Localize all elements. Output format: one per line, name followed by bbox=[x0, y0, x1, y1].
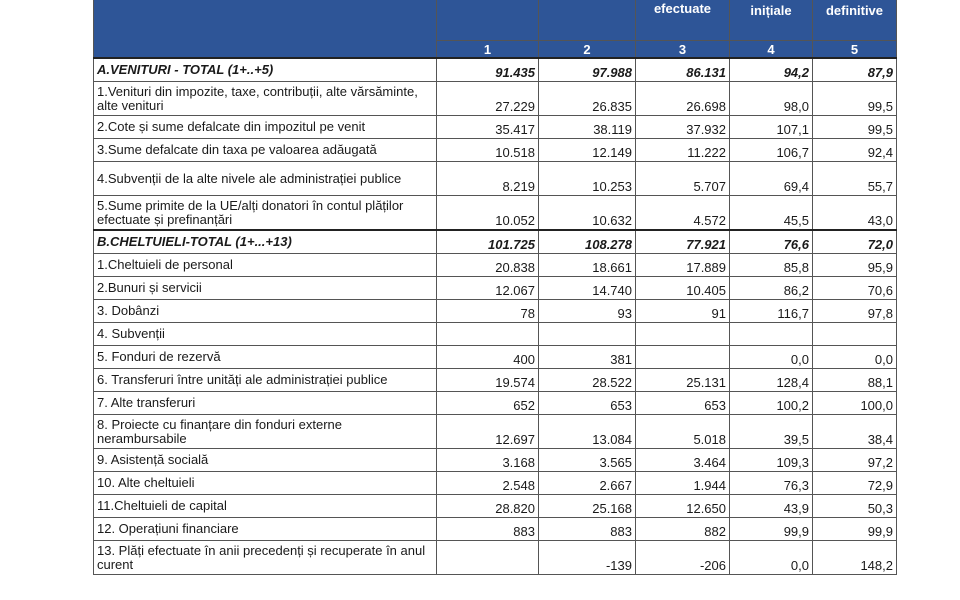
row-label: 12. Operațiuni financiare bbox=[94, 518, 437, 541]
cell-col-1 bbox=[437, 541, 539, 575]
header-col-5 bbox=[813, 0, 897, 41]
table-row bbox=[94, 541, 897, 575]
header-label-column bbox=[94, 0, 437, 58]
header-col-4 bbox=[730, 0, 813, 41]
cell-col-5: 148,2 bbox=[813, 541, 897, 575]
cell-col-1: 27.229 bbox=[437, 82, 539, 116]
cell-col-4: 109,3 bbox=[730, 449, 813, 472]
row-label: 13. Plăți efectuate în anii precedenți și recuperate în anul curent bbox=[94, 541, 437, 575]
table-row bbox=[94, 323, 897, 346]
row-label: 5. Fonduri de rezervă bbox=[94, 346, 437, 369]
table-row bbox=[94, 162, 897, 196]
row-label: 6. Transferuri între unități ale administrației publice bbox=[94, 369, 437, 392]
header-num-5: 5 bbox=[813, 41, 897, 59]
row-label: B.CHELTUIELI-TOTAL (1+...+13) bbox=[94, 230, 437, 254]
cell-col-4: 76,6 bbox=[730, 230, 813, 254]
cell-col-4: 39,5 bbox=[730, 415, 813, 449]
cell-col-2: 25.168 bbox=[539, 495, 636, 518]
table-row bbox=[94, 392, 897, 415]
cell-col-1: 652 bbox=[437, 392, 539, 415]
cell-col-1: 8.219 bbox=[437, 162, 539, 196]
row-label: 1.Venituri din impozite, taxe, contribuții, alte vărsăminte, alte venituri bbox=[94, 82, 437, 116]
header-num-4: 4 bbox=[730, 41, 813, 59]
cell-col-5: 0,0 bbox=[813, 346, 897, 369]
cell-col-2: 14.740 bbox=[539, 277, 636, 300]
cell-col-3: 86.131 bbox=[636, 58, 730, 82]
table-row bbox=[94, 300, 897, 323]
cell-col-1: 35.417 bbox=[437, 116, 539, 139]
cell-col-4: 45,5 bbox=[730, 196, 813, 231]
header-col-4-label: inițiale bbox=[750, 3, 792, 18]
cell-col-3: 882 bbox=[636, 518, 730, 541]
cell-col-3 bbox=[636, 323, 730, 346]
cell-col-5: 50,3 bbox=[813, 495, 897, 518]
cell-col-3: 26.698 bbox=[636, 82, 730, 116]
cell-col-3: 37.932 bbox=[636, 116, 730, 139]
cell-col-2: 108.278 bbox=[539, 230, 636, 254]
cell-col-4: 0,0 bbox=[730, 541, 813, 575]
row-label: 2.Bunuri și servicii bbox=[94, 277, 437, 300]
table-row bbox=[94, 346, 897, 369]
cell-col-3: 10.405 bbox=[636, 277, 730, 300]
cell-col-3: 4.572 bbox=[636, 196, 730, 231]
table-row-venituri-total bbox=[94, 58, 897, 82]
cell-col-5: 70,6 bbox=[813, 277, 897, 300]
cell-col-5: 99,5 bbox=[813, 82, 897, 116]
cell-col-2: 381 bbox=[539, 346, 636, 369]
cell-col-2: 883 bbox=[539, 518, 636, 541]
cell-col-2: 97.988 bbox=[539, 58, 636, 82]
table-row bbox=[94, 82, 897, 116]
cell-col-3: 91 bbox=[636, 300, 730, 323]
row-label: A.VENITURI - TOTAL (1+..+5) bbox=[94, 58, 437, 82]
cell-col-4: 0,0 bbox=[730, 346, 813, 369]
table-row bbox=[94, 369, 897, 392]
cell-col-2: 18.661 bbox=[539, 254, 636, 277]
cell-col-5: 88,1 bbox=[813, 369, 897, 392]
row-label: 7. Alte transferuri bbox=[94, 392, 437, 415]
cell-col-5: 99,9 bbox=[813, 518, 897, 541]
cell-col-3: 77.921 bbox=[636, 230, 730, 254]
cell-col-1: 28.820 bbox=[437, 495, 539, 518]
table-row bbox=[94, 518, 897, 541]
table-row bbox=[94, 449, 897, 472]
cell-col-3: 5.018 bbox=[636, 415, 730, 449]
cell-col-5: 38,4 bbox=[813, 415, 897, 449]
cell-col-3: 5.707 bbox=[636, 162, 730, 196]
cell-col-2: 26.835 bbox=[539, 82, 636, 116]
table-header bbox=[94, 0, 897, 58]
cell-col-1: 12.067 bbox=[437, 277, 539, 300]
table-row bbox=[94, 196, 897, 231]
header-num-3: 3 bbox=[636, 41, 730, 59]
cell-col-1: 78 bbox=[437, 300, 539, 323]
cell-col-2: 12.149 bbox=[539, 139, 636, 162]
table-row bbox=[94, 139, 897, 162]
cell-col-4: 94,2 bbox=[730, 58, 813, 82]
cell-col-4: 85,8 bbox=[730, 254, 813, 277]
cell-col-5: 92,4 bbox=[813, 139, 897, 162]
cell-col-4: 128,4 bbox=[730, 369, 813, 392]
cell-col-2: 93 bbox=[539, 300, 636, 323]
cell-col-1: 12.697 bbox=[437, 415, 539, 449]
cell-col-1: 19.574 bbox=[437, 369, 539, 392]
cell-col-1: 91.435 bbox=[437, 58, 539, 82]
cell-col-5: 43,0 bbox=[813, 196, 897, 231]
cell-col-1: 400 bbox=[437, 346, 539, 369]
header-num-2: 2 bbox=[539, 41, 636, 59]
cell-col-4: 106,7 bbox=[730, 139, 813, 162]
table-row bbox=[94, 277, 897, 300]
cell-col-3: 653 bbox=[636, 392, 730, 415]
table-row bbox=[94, 116, 897, 139]
table-row bbox=[94, 495, 897, 518]
row-label: 1.Cheltuieli de personal bbox=[94, 254, 437, 277]
cell-col-2: 653 bbox=[539, 392, 636, 415]
row-label: 4. Subvenții bbox=[94, 323, 437, 346]
header-col-2 bbox=[539, 0, 636, 41]
budget-execution-table bbox=[93, 0, 897, 575]
cell-col-5: 95,9 bbox=[813, 254, 897, 277]
cell-col-2: 13.084 bbox=[539, 415, 636, 449]
header-col-3-label: efectuate bbox=[653, 1, 712, 16]
cell-col-2: -139 bbox=[539, 541, 636, 575]
cell-col-1: 10.052 bbox=[437, 196, 539, 231]
row-label: 3.Sume defalcate din taxa pe valoarea adăugată bbox=[94, 139, 437, 162]
table-row bbox=[94, 472, 897, 495]
cell-col-2: 2.667 bbox=[539, 472, 636, 495]
cell-col-1: 20.838 bbox=[437, 254, 539, 277]
cell-col-1: 3.168 bbox=[437, 449, 539, 472]
cell-col-2: 28.522 bbox=[539, 369, 636, 392]
cell-col-5: 72,9 bbox=[813, 472, 897, 495]
cell-col-4 bbox=[730, 323, 813, 346]
row-label: 8. Proiecte cu finanțare din fonduri externe nerambursabile bbox=[94, 415, 437, 449]
cell-col-3: 3.464 bbox=[636, 449, 730, 472]
cell-col-2: 3.565 bbox=[539, 449, 636, 472]
cell-col-5: 100,0 bbox=[813, 392, 897, 415]
cell-col-1 bbox=[437, 323, 539, 346]
cell-col-2 bbox=[539, 323, 636, 346]
cell-col-1: 2.548 bbox=[437, 472, 539, 495]
cell-col-3: 25.131 bbox=[636, 369, 730, 392]
table-body bbox=[94, 58, 897, 575]
cell-col-5: 97,8 bbox=[813, 300, 897, 323]
table-row-cheltuieli-total bbox=[94, 230, 897, 254]
cell-col-2: 10.632 bbox=[539, 196, 636, 231]
cell-col-1: 10.518 bbox=[437, 139, 539, 162]
row-label: 5.Sume primite de la UE/alți donatori în contul plăților efectuate și prefinanțări bbox=[94, 196, 437, 231]
table-row bbox=[94, 254, 897, 277]
row-label: 9. Asistență socială bbox=[94, 449, 437, 472]
cell-col-2: 10.253 bbox=[539, 162, 636, 196]
cell-col-2: 38.119 bbox=[539, 116, 636, 139]
cell-col-3: 12.650 bbox=[636, 495, 730, 518]
cell-col-4: 98,0 bbox=[730, 82, 813, 116]
cell-col-5: 72,0 bbox=[813, 230, 897, 254]
table-row bbox=[94, 415, 897, 449]
cell-col-3 bbox=[636, 346, 730, 369]
cell-col-5: 97,2 bbox=[813, 449, 897, 472]
cell-col-4: 43,9 bbox=[730, 495, 813, 518]
cell-col-4: 69,4 bbox=[730, 162, 813, 196]
row-label: 4.Subvenții de la alte nivele ale administrației publice bbox=[94, 162, 437, 196]
cell-col-5: 99,5 bbox=[813, 116, 897, 139]
cell-col-3: 1.944 bbox=[636, 472, 730, 495]
cell-col-1: 883 bbox=[437, 518, 539, 541]
cell-col-4: 86,2 bbox=[730, 277, 813, 300]
cell-col-3: 17.889 bbox=[636, 254, 730, 277]
cell-col-4: 107,1 bbox=[730, 116, 813, 139]
cell-col-4: 100,2 bbox=[730, 392, 813, 415]
header-num-1: 1 bbox=[437, 41, 539, 59]
cell-col-3: 11.222 bbox=[636, 139, 730, 162]
cell-col-4: 116,7 bbox=[730, 300, 813, 323]
header-col-1 bbox=[437, 0, 539, 41]
header-col-5-label: definitive bbox=[825, 3, 884, 18]
row-label: 2.Cote și sume defalcate din impozitul pe venit bbox=[94, 116, 437, 139]
row-label: 3. Dobânzi bbox=[94, 300, 437, 323]
cell-col-4: 99,9 bbox=[730, 518, 813, 541]
cell-col-1: 101.725 bbox=[437, 230, 539, 254]
cell-col-3: -206 bbox=[636, 541, 730, 575]
header-col-3 bbox=[636, 0, 730, 41]
row-label: 11.Cheltuieli de capital bbox=[94, 495, 437, 518]
cell-col-5: 55,7 bbox=[813, 162, 897, 196]
cell-col-4: 76,3 bbox=[730, 472, 813, 495]
cell-col-5 bbox=[813, 323, 897, 346]
cell-col-5: 87,9 bbox=[813, 58, 897, 82]
row-label: 10. Alte cheltuieli bbox=[94, 472, 437, 495]
